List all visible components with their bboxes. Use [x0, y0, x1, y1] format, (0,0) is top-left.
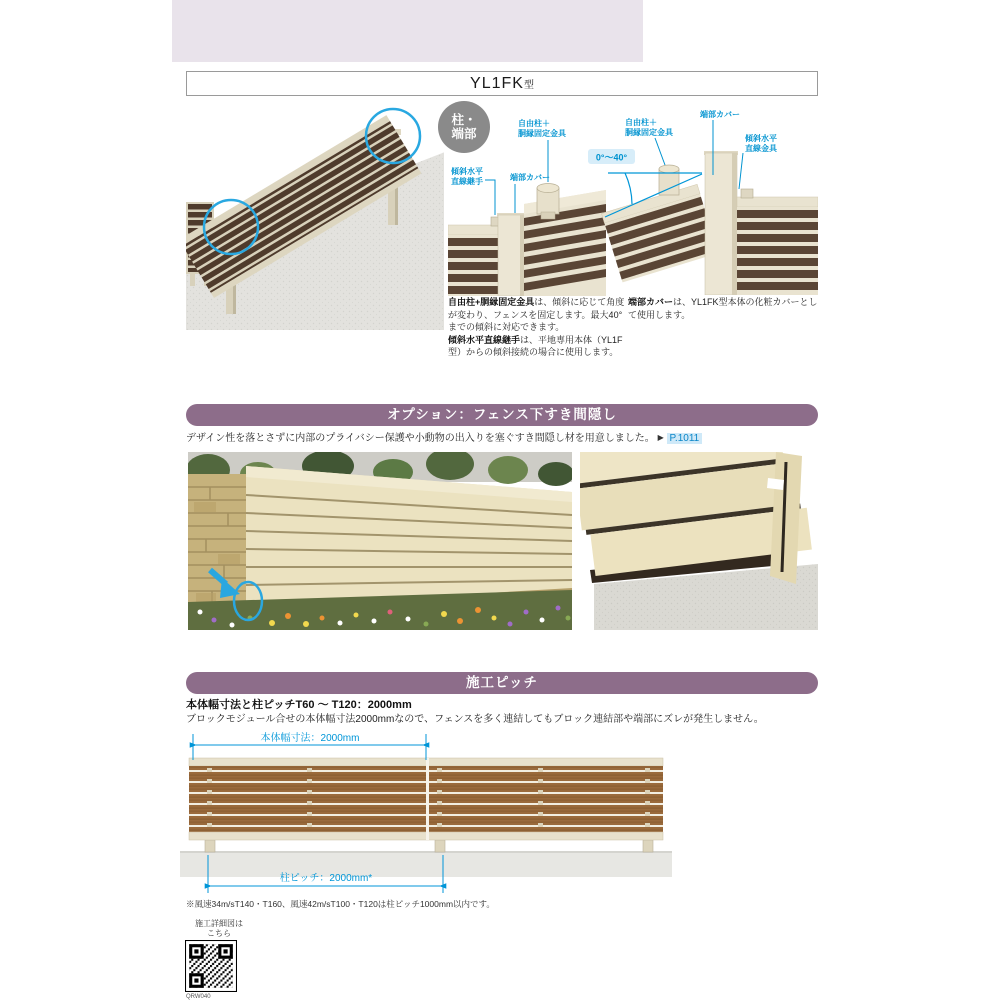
pitch-section-banner: 施工ピッチ — [186, 672, 818, 694]
page-reference-link[interactable]: P.1011 — [667, 433, 703, 444]
section-badge-post-end: 柱・ 端部 — [438, 101, 490, 153]
end-cover-post — [497, 213, 525, 296]
level-fence-run — [737, 189, 818, 295]
qr-code-id: QRW040 — [186, 994, 211, 1000]
option-description: デザイン性を落とさずに内部のプライバシー保護や小動物の出入りを塞ぐすき間隠し材を用意しました。 ▶ P.1011 — [186, 430, 818, 447]
fence-elevation-drawing — [180, 728, 820, 910]
label-end-cover: 端部カバー — [510, 173, 550, 182]
model-suffix: 型 — [523, 80, 534, 91]
svg-text:直線継手: 直線継手 — [451, 177, 483, 186]
dim-width-label: 本体幅寸法：2000mm — [260, 733, 360, 744]
fence-panels — [189, 758, 663, 840]
dim-pitch-label: 柱ピッチ：2000mm* — [279, 873, 373, 884]
pole-fixing-bracket — [659, 165, 679, 195]
base-strip — [180, 851, 672, 877]
label-slope-fitting: 傾斜水平 — [745, 134, 777, 143]
option-photo-garden — [188, 452, 572, 630]
angle-arc — [625, 173, 632, 204]
qr-note: 施工詳細図は こちら — [195, 919, 243, 938]
corner-detail-diagram — [448, 108, 606, 296]
leader-line — [655, 138, 665, 165]
leader-line — [739, 153, 743, 189]
svg-text:胴縁固定金具: 胴縁固定金具 — [625, 128, 673, 137]
post-section-text-left: 自由柱+胴縁固定金具は、傾斜に応じて角度が変わり、フェンスを固定します。最大40°までの傾斜に対応できます。 傾斜水平直線継手は、平地専用本体（YL1F型）からの傾斜接続の場合に使用します。 — [448, 297, 625, 357]
arrow-right-icon: ▶ — [657, 433, 664, 442]
top-color-block — [172, 0, 643, 62]
pitch-body-text: ブロックモジュール合せの本体幅寸法2000mmなので、フェンスを多く連結してもブロック連結部や端部にズレが発生しません。 — [186, 714, 764, 725]
option-photo-closeup — [580, 452, 818, 630]
pitch-footnote: ※風速34m/sT140・T160、風速42m/sT100・T120は柱ピッチ1000mm以内です。 — [186, 899, 495, 909]
pitch-heading: 本体幅寸法と柱ピッチT60 ～ T120：2000mm — [186, 699, 412, 711]
end-cover-post — [704, 151, 738, 295]
svg-text:直線金具: 直線金具 — [745, 144, 777, 153]
leader-line — [485, 180, 495, 215]
post-section-text-right: 端部カバーは、YL1FK型本体の化粧カバーとして使用します。 — [628, 297, 818, 320]
tilted-fence-panel — [601, 184, 718, 282]
option-section-banner: オプション：フェンス下すき間隠し — [186, 404, 818, 426]
qr-code — [185, 940, 237, 992]
pole-fixing-bracket — [537, 184, 559, 220]
svg-text:0°～40°: 0°～40° — [595, 152, 628, 163]
label-end-cover: 端部カバー — [700, 110, 740, 119]
label-slope-joint: 傾斜水平 — [451, 167, 483, 176]
model-title-box — [186, 71, 818, 96]
svg-text:胴縁固定金具: 胴縁固定金具 — [518, 129, 566, 138]
model-name: YL1FK — [470, 75, 524, 92]
tilt-detail-diagram — [585, 105, 818, 295]
label-free-pole: 自由柱＋ — [625, 118, 657, 127]
sloped-fence-photo — [186, 100, 444, 330]
left-fence-run — [448, 217, 500, 296]
label-free-pole: 自由柱＋ — [518, 119, 550, 128]
cream-fence — [246, 466, 572, 604]
post-stubs — [205, 840, 653, 852]
